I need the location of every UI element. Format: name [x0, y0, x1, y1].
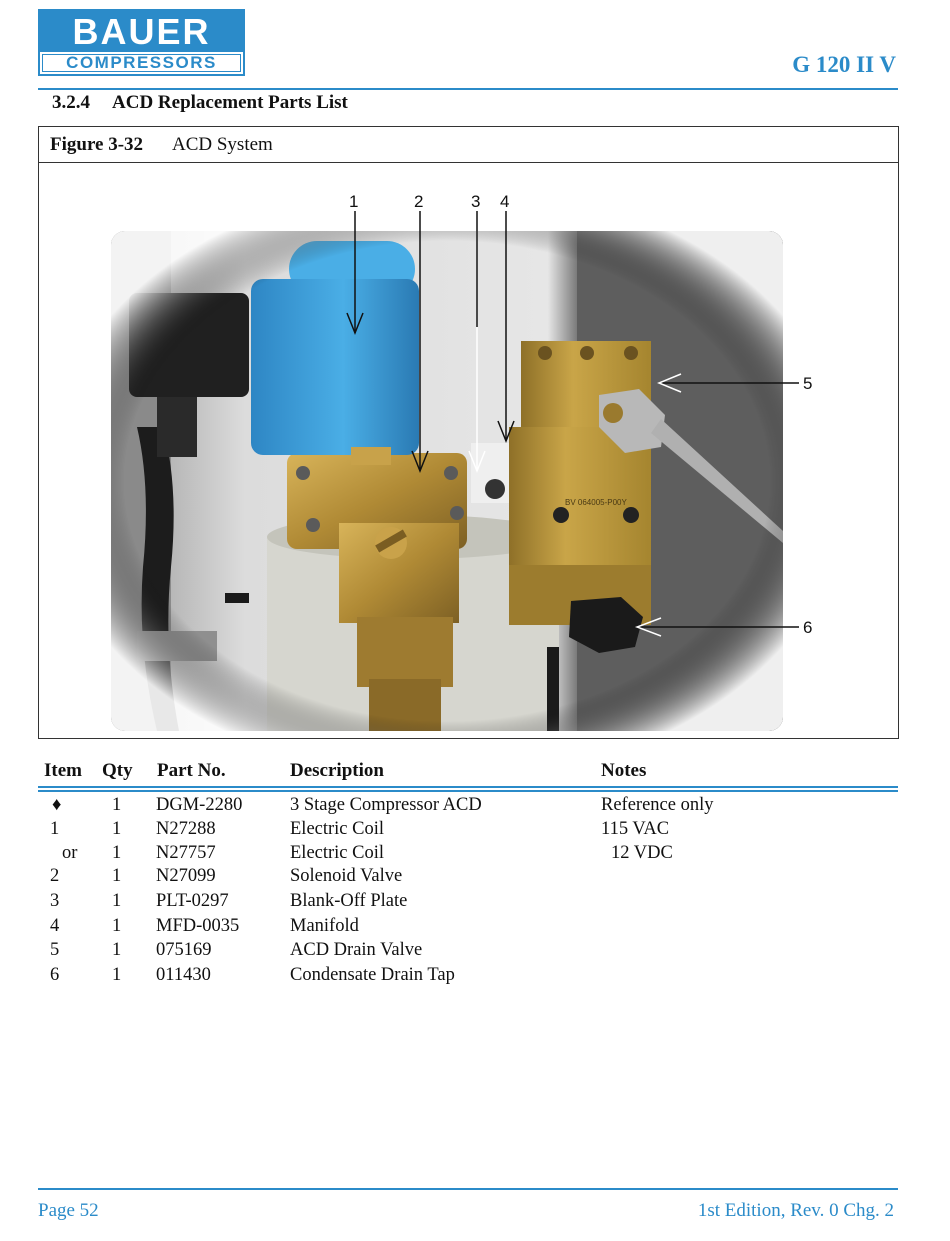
svg-text:3: 3: [471, 192, 481, 211]
svg-text:4: 4: [500, 192, 510, 211]
edition-info: 1st Edition, Rev. 0 Chg. 2: [697, 1200, 894, 1221]
footer-divider: [38, 1188, 898, 1190]
figure-title: ACD System: [172, 134, 273, 155]
model-name: G 120 II V: [792, 52, 896, 77]
header-divider: [38, 88, 898, 90]
col-header-description: Description: [290, 760, 384, 781]
row-part: N27757: [156, 843, 216, 863]
row-qty: 1: [112, 795, 122, 815]
row-description: ACD Drain Valve: [290, 940, 423, 960]
row-description: Electric Coil: [290, 843, 385, 863]
section-heading: [52, 92, 348, 114]
table-row: [0, 916, 950, 940]
table-row: [0, 940, 950, 964]
table-header-rule-double: [38, 790, 898, 792]
acd-system-photo: [39, 127, 898, 738]
row-part: MFD-0035: [156, 916, 240, 936]
row-part: N27288: [156, 819, 216, 839]
row-qty: 1: [112, 916, 122, 936]
row-description: Manifold: [290, 916, 359, 936]
row-part: DGM-2280: [156, 795, 243, 815]
svg-text:5: 5: [803, 374, 813, 393]
page-number: Page 52: [38, 1200, 99, 1221]
bauer-logo: [38, 9, 245, 76]
row-qty: 1: [112, 819, 122, 839]
row-notes: 12 VDC: [611, 843, 673, 863]
svg-text:1: 1: [349, 192, 359, 211]
svg-text:6: 6: [803, 618, 813, 637]
row-qty: 1: [112, 965, 122, 985]
row-item: ♦: [52, 795, 62, 815]
row-item: 2: [50, 866, 60, 886]
table-row: [0, 819, 950, 843]
row-qty: 1: [112, 866, 122, 886]
row-notes: 115 VAC: [601, 819, 670, 839]
col-header-item: Item: [44, 760, 82, 781]
row-item: 6: [50, 965, 60, 985]
table-row: [0, 891, 950, 915]
table-row: [0, 795, 950, 819]
row-item: or: [62, 843, 78, 863]
svg-text:2: 2: [414, 192, 424, 211]
logo-wordmark: BAUER: [40, 11, 243, 52]
col-header-qty: Qty: [102, 760, 133, 781]
table-row: [0, 965, 950, 989]
row-part: 075169: [156, 940, 212, 960]
col-header-notes: Notes: [601, 760, 647, 781]
row-item: 1: [50, 819, 60, 839]
table-row: [0, 866, 950, 890]
section-number: 3.2.4: [52, 92, 90, 113]
row-notes: Reference only: [601, 795, 714, 815]
row-qty: 1: [112, 891, 122, 911]
figure-label: Figure 3-32: [50, 134, 144, 155]
row-description: 3 Stage Compressor ACD: [290, 795, 482, 815]
row-qty: 1: [112, 843, 122, 863]
row-part: PLT-0297: [156, 891, 229, 911]
table-row: [0, 843, 950, 867]
table-header-rule: [38, 786, 898, 788]
figure-frame: [38, 126, 899, 739]
row-description: Electric Coil: [290, 819, 385, 839]
row-item: 5: [50, 940, 60, 960]
row-part: 011430: [156, 965, 211, 985]
row-description: Blank-Off Plate: [290, 891, 408, 911]
row-item: 3: [50, 891, 60, 911]
row-qty: 1: [112, 940, 122, 960]
row-part: N27099: [156, 866, 216, 886]
section-title: ACD Replacement Parts List: [112, 92, 348, 113]
row-description: Condensate Drain Tap: [290, 965, 455, 985]
col-header-part: Part No.: [157, 760, 226, 781]
row-description: Solenoid Valve: [290, 866, 403, 886]
row-item: 4: [50, 916, 60, 936]
logo-subtitle: COMPRESSORS: [42, 54, 241, 72]
